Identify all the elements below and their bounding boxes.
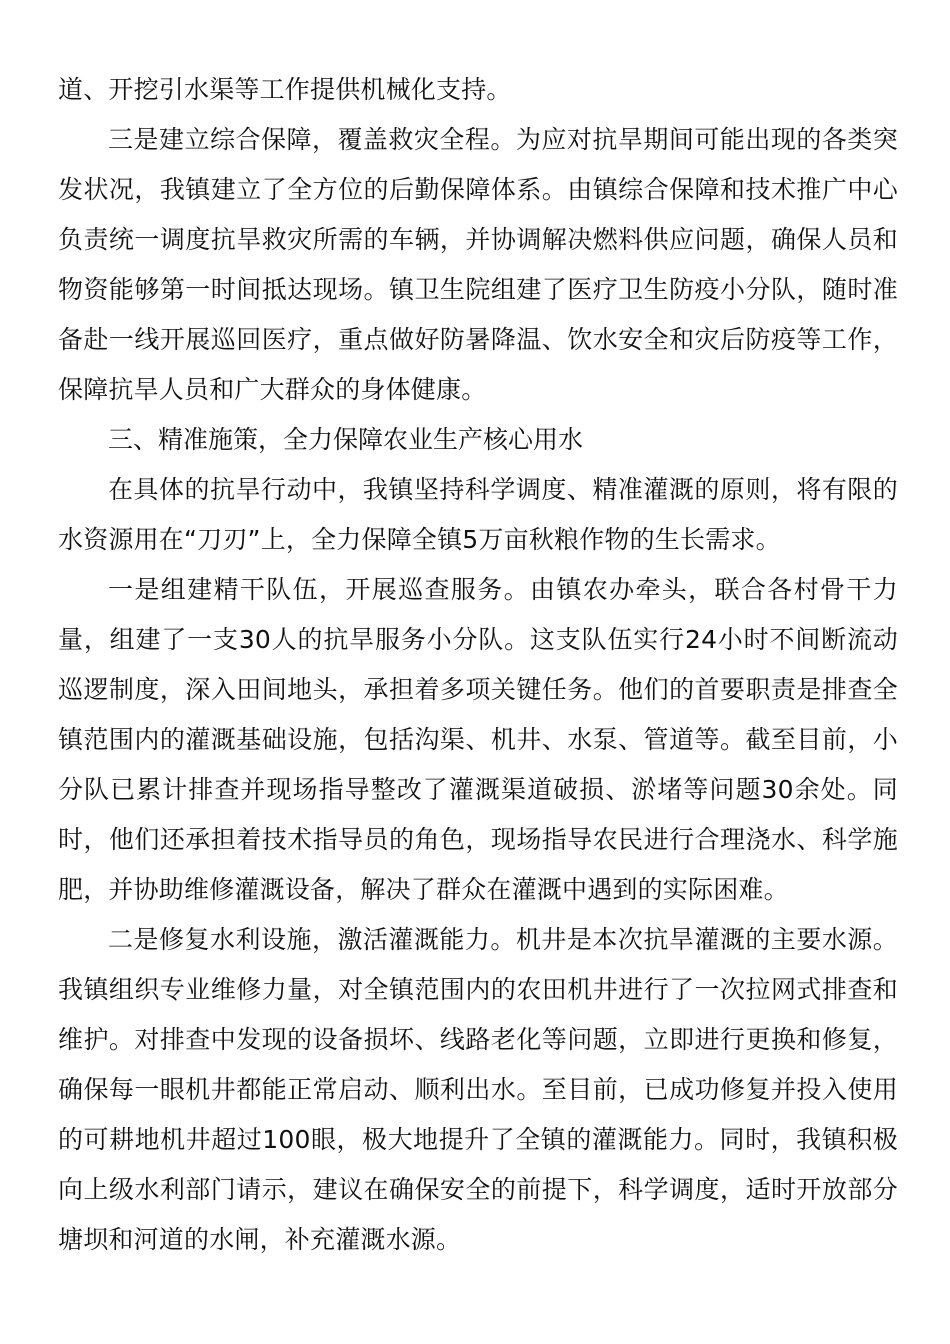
paragraph-precise-irrigation: 在具体的抗旱行动中，我镇坚持科学调度、精准灌溉的原则，将有限的水资源用在“刀刃”上，全力保障全镇5万亩秋粮作物的生长需求。: [58, 475, 898, 554]
paragraph-water-facilities: 二是修复水利设施，激活灌溉能力。机井是本次抗旱灌溉的主要水源。我镇组织专业维修力量，对全镇范围内的农田机井进行了一次拉网式排查和维护。对排查中发现的设备损坏、线路老化等问题，立即进行更换和修复，确保每一眼机井都能正常启动、顺利出水。至目前，已成功修复并投入使用的可耕地机井超过100眼，极大地提升了全镇的灌溉能力。同时，我镇积极向上级水利部门请示，建议在确保安全的前提下，科学调度，适时开放部分塘坝和河道的水闸，补充灌溉水源。: [58, 925, 898, 1254]
document-page: [58, 65, 898, 1265]
section-heading: 三、精准施策，全力保障农业生产核心用水: [108, 425, 584, 454]
paragraph-patrol-team: 一是组建精干队伍，开展巡查服务。由镇农办牵头，联合各村骨干力量，组建了一支30人的抗旱服务小分队。这支队伍实行24小时不间断流动巡逻制度，深入田间地头，承担着多项关键任务。他们的首要职责是排查全镇范围内的灌溉基础设施，包括沟渠、机井、水泵、管道等。截至目前，小分队已累计排查并现场指导整改了灌溉渠道破损、淤堵等问题30余处。同时，他们还承担着技术指导员的角色，现场指导农民进行合理浇水、科学施肥，并协助维修灌溉设备，解决了群众在灌溉中遇到的实际困难。: [58, 575, 898, 904]
paragraph-comprehensive-support: 三是建立综合保障，覆盖救灾全程。为应对抗旱期间可能出现的各类突发状况，我镇建立了全方位的后勤保障体系。由镇综合保障和技术推广中心负责统一调度抗旱救灾所需的车辆，并协调解决燃料供应问题，确保人员和物资能够第一时间抵达现场。镇卫生院组建了医疗卫生防疫小分队，随时准备赴一线开展巡回医疗，重点做好防暑降温、饮水安全和灾后防疫等工作，保障抗旱人员和广大群众的身体健康。: [58, 125, 898, 404]
paragraph-continuation: 道、开挖引水渠等工作提供机械化支持。: [58, 75, 512, 104]
